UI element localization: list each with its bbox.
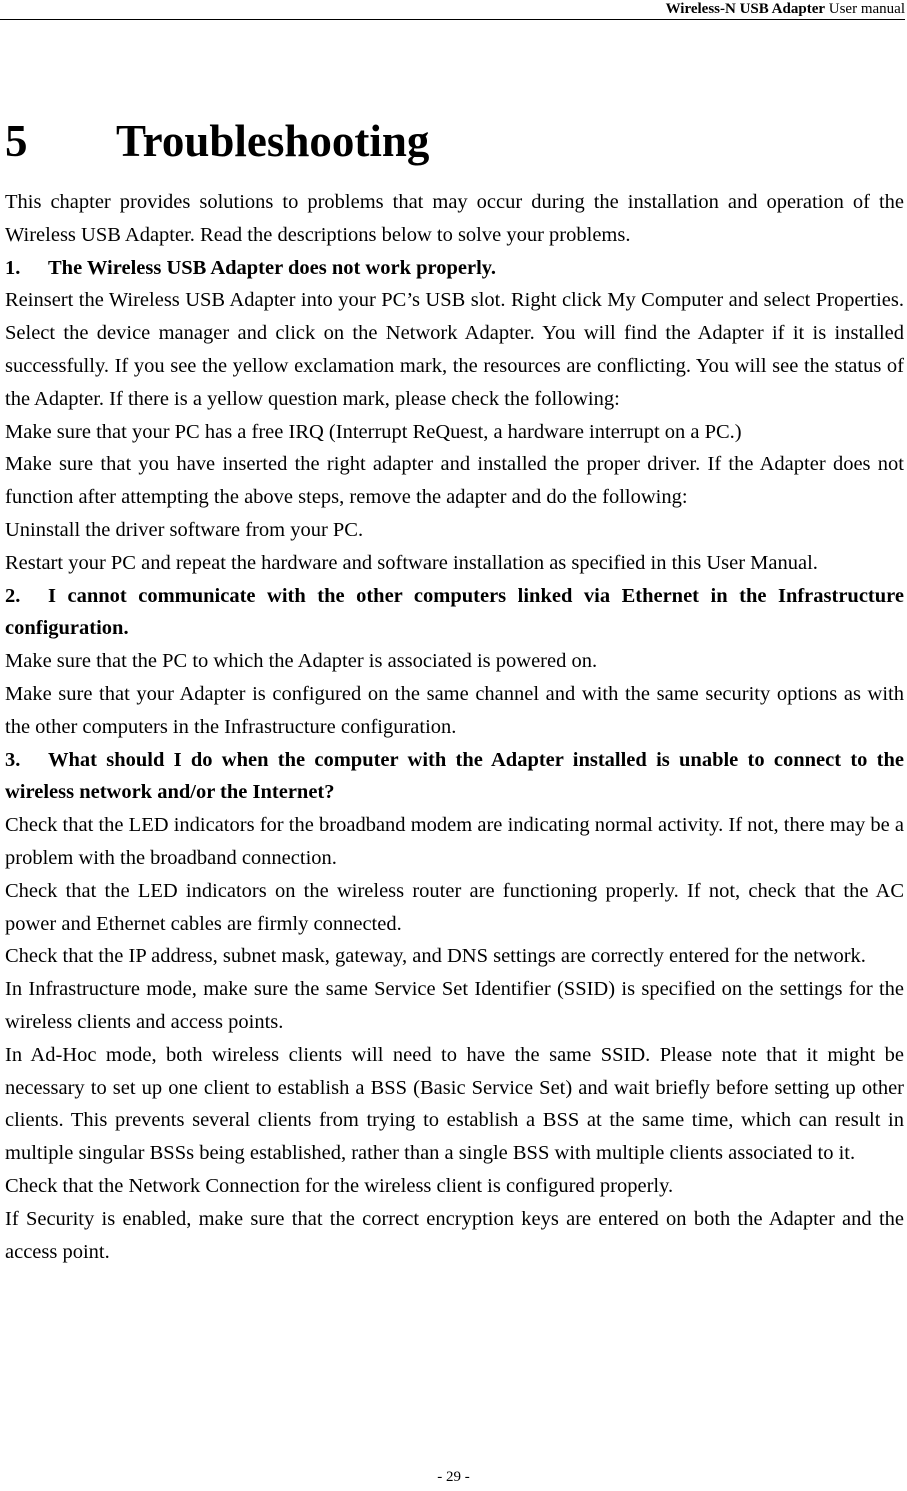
section-number: 2. [5, 584, 21, 607]
section-paragraph: Reinsert the Wireless USB Adapter into your PC’s USB slot. Right click My Computer and select Properties. Select the device manager and click on the Network Adapter. You will find the Adapter if it is installed successfully. If you see the yellow exclamation mark, the resources are conflicting. You will see the status of the Adapter. If there is a yellow question mark, please check the following: [5, 289, 904, 410]
section-paragraph: Check that the LED indicators for the broadband modem are indicating normal activity. If not, there may be a problem with the broadband connection. [5, 814, 904, 869]
intro-paragraph: This chapter provides solutions to problems that may occur during the installation and operation of the Wireless USB Adapter. Read the descriptions below to solve your problems. [5, 191, 904, 246]
section-paragraph: Check that the Network Connection for the wireless client is configured properly. [5, 1174, 674, 1197]
chapter-number: 5 [5, 116, 28, 166]
section-paragraph: In Ad-Hoc mode, both wireless clients will need to have the same SSID. Please note that it might be necessary to set up one client to establish a BSS (Basic Service Set) and wait briefly before setting up other clients. This prevents several clients from trying to establish a BSS at the same time, which can result in multiple singular BSSs being established, rather than a single BSS with multiple clients associated to it. [5, 1043, 904, 1165]
page-content [5, 110, 904, 1268]
section-paragraph: Restart your PC and repeat the hardware and software installation as specified in this User Manual. [5, 551, 818, 574]
section-heading-text: I cannot communicate with the other computers linked via Ethernet in the Infrastructure configuration. [5, 584, 904, 640]
page-header [0, 0, 905, 20]
chapter-title-text: Troubleshooting [116, 116, 430, 166]
section-paragraph: Make sure that the PC to which the Adapter is associated is powered on. [5, 650, 598, 673]
section-paragraph: Make sure that you have inserted the right adapter and installed the proper driver. If the Adapter does not function after attempting the above steps, remove the adapter and do the following: [5, 453, 904, 509]
section-heading-text: The Wireless USB Adapter does not work properly. [48, 256, 497, 279]
section-number: 1. [5, 256, 21, 279]
section-paragraph: Uninstall the driver software from your PC. [5, 518, 364, 541]
section-heading [5, 580, 904, 646]
section-number: 3. [5, 748, 21, 771]
section-paragraph: Check that the IP address, subnet mask, gateway, and DNS settings are correctly entered for the network. [5, 945, 866, 968]
header-manual-label: User manual [825, 1, 905, 17]
section-paragraph: If Security is enabled, make sure that the correct encryption keys are entered on both the Adapter and the access point. [5, 1207, 904, 1263]
section-paragraph: Make sure that your PC has a free IRQ (Interrupt ReQuest, a hardware interrupt on a PC.) [5, 420, 742, 443]
section-paragraph: In Infrastructure mode, make sure the same Service Set Identifier (SSID) is specified on the settings for the wireless clients and access points. [5, 978, 904, 1033]
section-heading-text: What should I do when the computer with the Adapter installed is unable to connect to the wireless network and/or the Internet? [5, 748, 904, 804]
section-paragraph: Make sure that your Adapter is configured on the same channel and with the same security options as with the other computers in the Infrastructure configuration. [5, 682, 904, 738]
section-paragraph: Check that the LED indicators on the wireless router are functioning properly. If not, check that the AC power and Ethernet cables are firmly connected. [5, 879, 904, 935]
section-heading [5, 744, 904, 810]
section-heading [5, 252, 904, 285]
chapter-title [5, 110, 904, 186]
page-number: - 29 - [437, 1469, 470, 1485]
header-product-name: Wireless-N USB Adapter [665, 1, 826, 17]
